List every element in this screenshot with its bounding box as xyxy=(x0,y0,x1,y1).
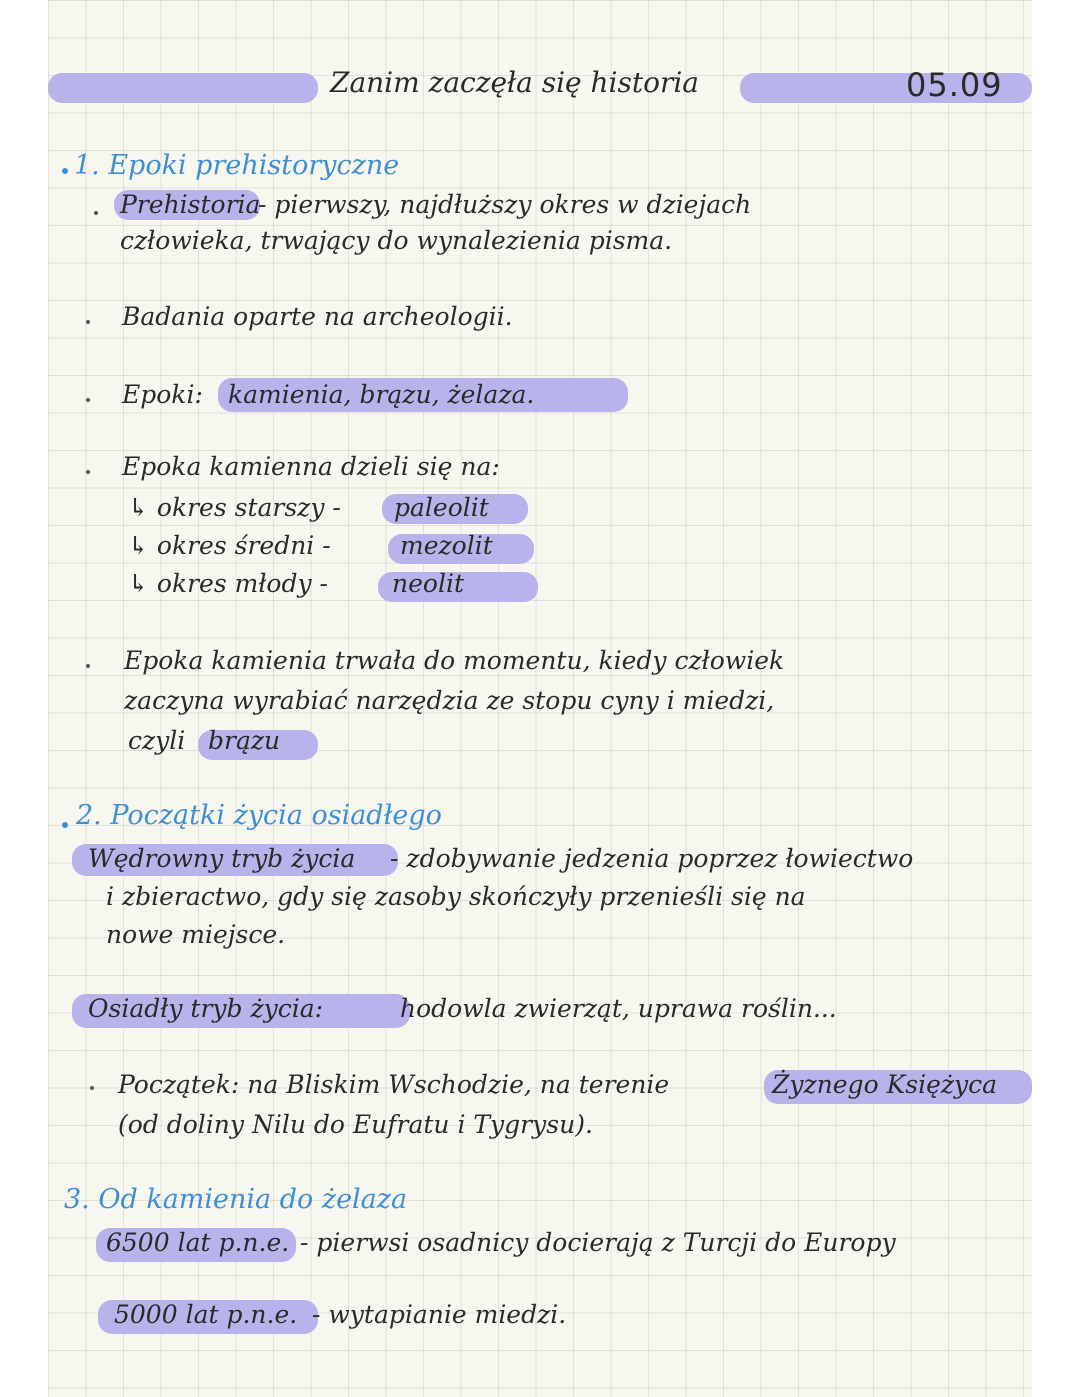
origin-label: Początek: na Bliskim Wschodzie, na terenie xyxy=(118,1070,670,1099)
stone-age-intro: Epoka kamienna dzieli się na: xyxy=(122,452,500,481)
section-heading-3: 3. Od kamienia do żelaza xyxy=(64,1184,408,1215)
sub-label-2: ↳ okres średni - xyxy=(128,531,331,560)
notebook-page xyxy=(48,0,1032,1397)
bullet xyxy=(94,211,98,215)
epochs-label: Epoki: xyxy=(122,380,203,409)
page-title: Zanim zaczęła się historia xyxy=(330,66,700,99)
bullet xyxy=(86,470,90,474)
sub-label-3: ↳ okres młody - xyxy=(128,569,328,598)
sub-value-2: mezolit xyxy=(400,531,493,560)
title-highlight-left xyxy=(48,73,318,103)
heading-bullet xyxy=(62,168,68,174)
nomadic-line-2: i zbieractwo, gdy się zasoby skończyły przenieśli się na xyxy=(106,882,806,911)
bronze-term: brązu xyxy=(208,726,281,755)
date-5000: 5000 lat p.n.e. xyxy=(114,1300,298,1329)
bullet xyxy=(90,1086,94,1090)
origin-line-2: (od doliny Nilu do Eufratu i Tygrysu). xyxy=(118,1110,593,1139)
nomadic-line-1: - zdobywanie jedzenia poprzez łowiectwo xyxy=(390,844,914,873)
def-line-1: - pierwszy, najdłuższy okres w dziejach xyxy=(258,190,752,219)
crescent-term: Żyznego Księżyca xyxy=(772,1070,998,1099)
sub-value-3: neolit xyxy=(392,569,464,598)
section-heading-2: 2. Początki życia osiadłego xyxy=(76,800,442,831)
term-prehistoria: Prehistoria xyxy=(120,190,261,219)
page-date: 05.09 xyxy=(906,66,1003,104)
settlers-text: - pierwsi osadnicy docierają z Turcji do Europy xyxy=(300,1228,896,1257)
bronze-line-2: zaczyna wyrabiać narzędzia ze stopu cyny i miedzi, xyxy=(124,686,775,715)
bullet xyxy=(86,664,90,668)
bullet xyxy=(86,320,90,324)
heading-bullet xyxy=(62,822,68,828)
bronze-line-1: Epoka kamienia trwała do momentu, kiedy człowiek xyxy=(124,646,785,675)
settled-text: hodowla zwierząt, uprawa roślin... xyxy=(400,994,837,1023)
epochs-value: kamienia, brązu, żelaza. xyxy=(228,380,535,409)
date-6500: 6500 lat p.n.e. xyxy=(106,1228,290,1257)
def-line-2: człowieka, trwający do wynalezienia pisma. xyxy=(120,226,673,255)
bullet xyxy=(86,398,90,402)
term-settled: Osiadły tryb życia: xyxy=(88,994,324,1023)
sub-label-1: ↳ okres starszy - xyxy=(128,493,341,522)
copper-text: - wytapianie miedzi. xyxy=(312,1300,567,1329)
bronze-line-3: czyli xyxy=(128,726,186,755)
sub-value-1: paleolit xyxy=(394,493,489,522)
term-nomadic: Wędrowny tryb życia xyxy=(88,844,356,873)
nomadic-line-3: nowe miejsce. xyxy=(106,920,286,949)
archaeology-line: Badania oparte na archeologii. xyxy=(122,302,513,331)
section-heading-1: 1. Epoki prehistoryczne xyxy=(74,150,400,181)
